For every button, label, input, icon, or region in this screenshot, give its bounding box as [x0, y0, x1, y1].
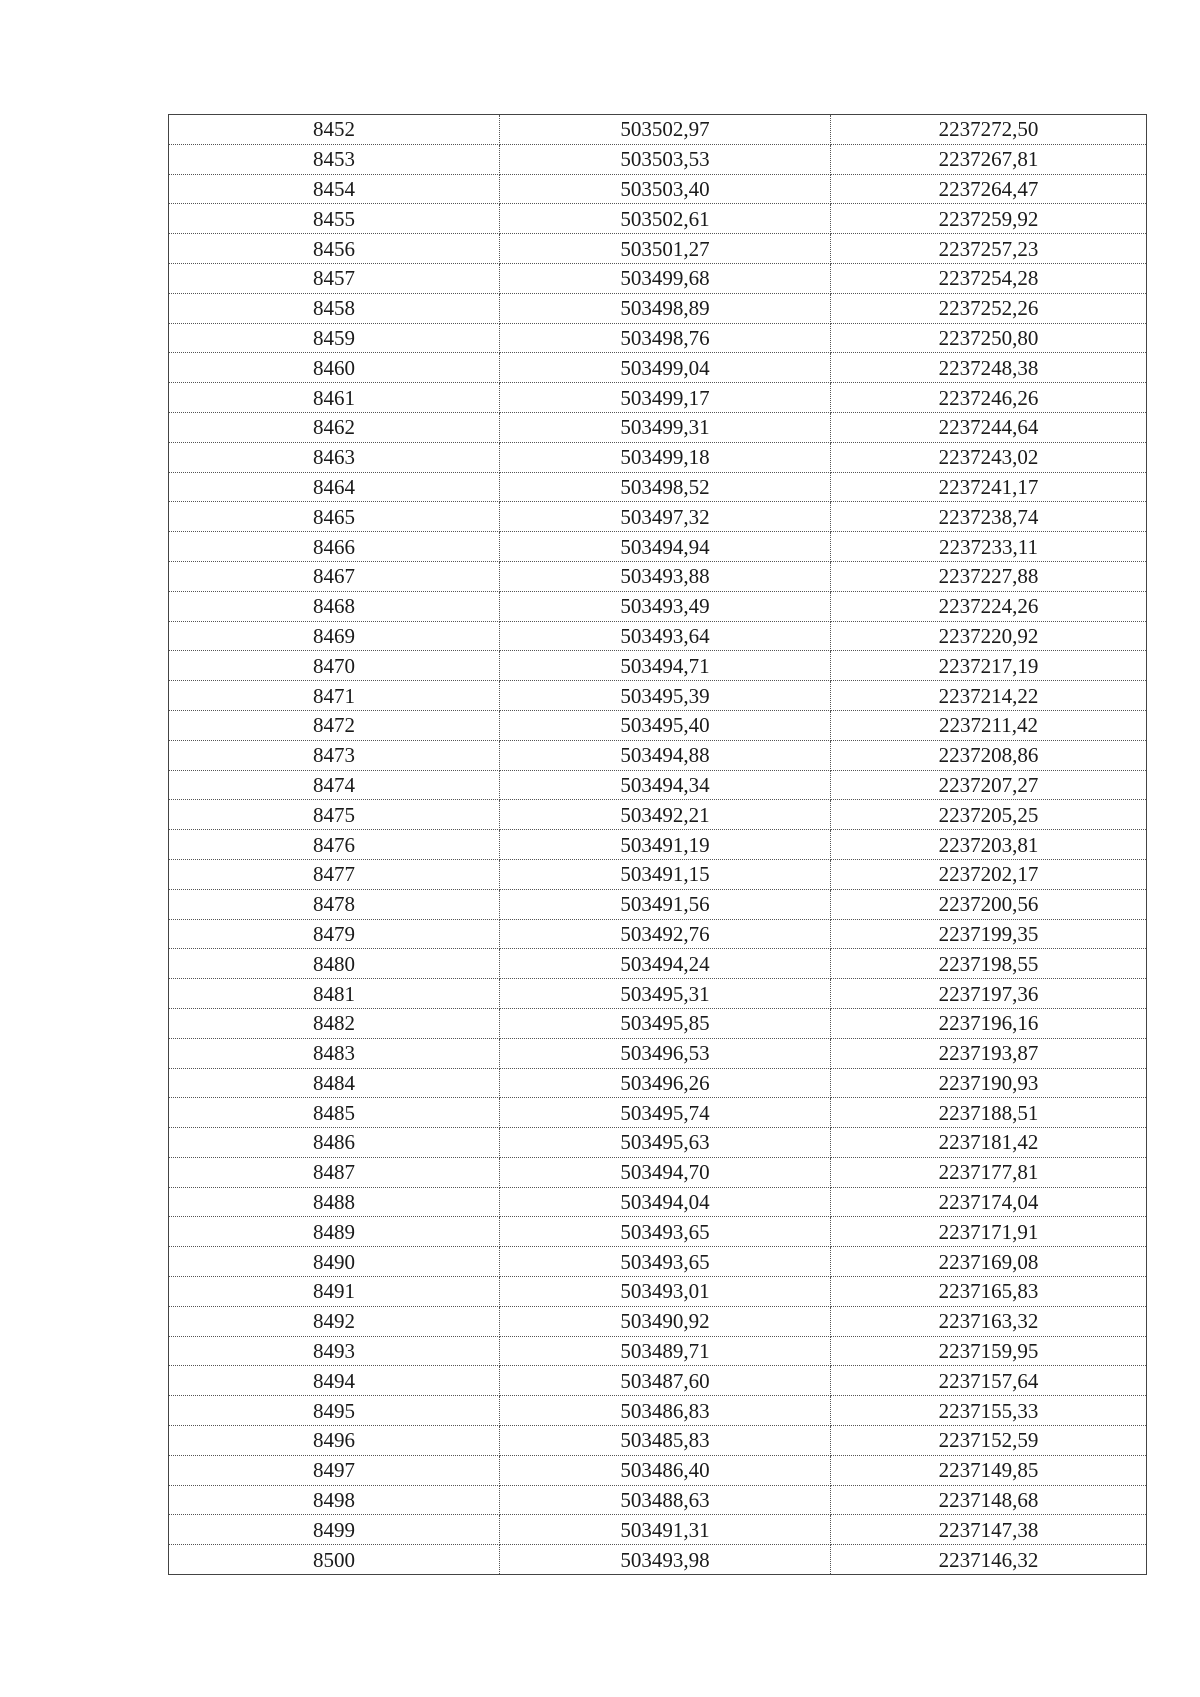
table-row	[169, 859, 1147, 889]
table-row	[169, 174, 1147, 204]
table-row	[169, 830, 1147, 860]
table-row	[169, 144, 1147, 174]
table-row	[169, 949, 1147, 979]
y-coordinate-cell: 2237202,17	[831, 859, 1147, 889]
y-coordinate-cell: 2237259,92	[831, 204, 1147, 234]
table-row	[169, 681, 1147, 711]
point-number-cell: 8470	[169, 651, 500, 681]
table-row	[169, 1187, 1147, 1217]
x-coordinate-cell: 503495,74	[500, 1098, 831, 1128]
x-coordinate-cell: 503502,61	[500, 204, 831, 234]
y-coordinate-cell: 2237181,42	[831, 1128, 1147, 1158]
point-number-cell: 8497	[169, 1455, 500, 1485]
table-row	[169, 919, 1147, 949]
x-coordinate-cell: 503498,52	[500, 472, 831, 502]
x-coordinate-cell: 503495,40	[500, 710, 831, 740]
table-row	[169, 1485, 1147, 1515]
y-coordinate-cell: 2237165,83	[831, 1277, 1147, 1307]
table-row	[169, 472, 1147, 502]
point-number-cell: 8479	[169, 919, 500, 949]
table-row	[169, 1515, 1147, 1545]
table-row	[169, 1217, 1147, 1247]
table-row	[169, 1008, 1147, 1038]
y-coordinate-cell: 2237217,19	[831, 651, 1147, 681]
table-row	[169, 383, 1147, 413]
coordinates-table-body	[169, 115, 1147, 1575]
x-coordinate-cell: 503495,85	[500, 1008, 831, 1038]
x-coordinate-cell: 503499,17	[500, 383, 831, 413]
x-coordinate-cell: 503491,15	[500, 859, 831, 889]
x-coordinate-cell: 503493,49	[500, 591, 831, 621]
point-number-cell: 8481	[169, 979, 500, 1009]
y-coordinate-cell: 2237233,11	[831, 532, 1147, 562]
table-row	[169, 1426, 1147, 1456]
y-coordinate-cell: 2237203,81	[831, 830, 1147, 860]
x-coordinate-cell: 503499,31	[500, 412, 831, 442]
table-row	[169, 621, 1147, 651]
table-row	[169, 204, 1147, 234]
table-row	[169, 979, 1147, 1009]
x-coordinate-cell: 503485,83	[500, 1426, 831, 1456]
x-coordinate-cell: 503494,88	[500, 740, 831, 770]
x-coordinate-cell: 503490,92	[500, 1306, 831, 1336]
point-number-cell: 8499	[169, 1515, 500, 1545]
x-coordinate-cell: 503486,40	[500, 1455, 831, 1485]
table-row	[169, 1068, 1147, 1098]
x-coordinate-cell: 503489,71	[500, 1336, 831, 1366]
table-row	[169, 1098, 1147, 1128]
x-coordinate-cell: 503495,63	[500, 1128, 831, 1158]
y-coordinate-cell: 2237171,91	[831, 1217, 1147, 1247]
point-number-cell: 8460	[169, 353, 500, 383]
y-coordinate-cell: 2237214,22	[831, 681, 1147, 711]
x-coordinate-cell: 503494,34	[500, 770, 831, 800]
point-number-cell: 8489	[169, 1217, 500, 1247]
y-coordinate-cell: 2237241,17	[831, 472, 1147, 502]
y-coordinate-cell: 2237250,80	[831, 323, 1147, 353]
x-coordinate-cell: 503498,76	[500, 323, 831, 353]
table-row	[169, 800, 1147, 830]
table-row	[169, 1396, 1147, 1426]
point-number-cell: 8462	[169, 412, 500, 442]
point-number-cell: 8469	[169, 621, 500, 651]
point-number-cell: 8456	[169, 234, 500, 264]
y-coordinate-cell: 2237267,81	[831, 144, 1147, 174]
point-number-cell: 8485	[169, 1098, 500, 1128]
y-coordinate-cell: 2237254,28	[831, 263, 1147, 293]
x-coordinate-cell: 503497,32	[500, 502, 831, 532]
table-row	[169, 591, 1147, 621]
table-row	[169, 770, 1147, 800]
y-coordinate-cell: 2237197,36	[831, 979, 1147, 1009]
y-coordinate-cell: 2237227,88	[831, 561, 1147, 591]
table-row	[169, 353, 1147, 383]
table-row	[169, 740, 1147, 770]
point-number-cell: 8482	[169, 1008, 500, 1038]
point-number-cell: 8472	[169, 710, 500, 740]
y-coordinate-cell: 2237248,38	[831, 353, 1147, 383]
point-number-cell: 8494	[169, 1366, 500, 1396]
x-coordinate-cell: 503491,56	[500, 889, 831, 919]
y-coordinate-cell: 2237196,16	[831, 1008, 1147, 1038]
y-coordinate-cell: 2237220,92	[831, 621, 1147, 651]
point-number-cell: 8500	[169, 1545, 500, 1575]
y-coordinate-cell: 2237169,08	[831, 1247, 1147, 1277]
point-number-cell: 8463	[169, 442, 500, 472]
point-number-cell: 8466	[169, 532, 500, 562]
point-number-cell: 8477	[169, 859, 500, 889]
point-number-cell: 8478	[169, 889, 500, 919]
x-coordinate-cell: 503493,01	[500, 1277, 831, 1307]
point-number-cell: 8468	[169, 591, 500, 621]
table-row	[169, 561, 1147, 591]
y-coordinate-cell: 2237152,59	[831, 1426, 1147, 1456]
table-row	[169, 1366, 1147, 1396]
x-coordinate-cell: 503493,88	[500, 561, 831, 591]
table-row	[169, 323, 1147, 353]
x-coordinate-cell: 503488,63	[500, 1485, 831, 1515]
x-coordinate-cell: 503494,70	[500, 1157, 831, 1187]
point-number-cell: 8473	[169, 740, 500, 770]
x-coordinate-cell: 503493,64	[500, 621, 831, 651]
point-number-cell: 8455	[169, 204, 500, 234]
x-coordinate-cell: 503501,27	[500, 234, 831, 264]
table-row	[169, 1336, 1147, 1366]
y-coordinate-cell: 2237205,25	[831, 800, 1147, 830]
table-row	[169, 1157, 1147, 1187]
y-coordinate-cell: 2237246,26	[831, 383, 1147, 413]
y-coordinate-cell: 2237244,64	[831, 412, 1147, 442]
x-coordinate-cell: 503499,68	[500, 263, 831, 293]
point-number-cell: 8475	[169, 800, 500, 830]
x-coordinate-cell: 503495,39	[500, 681, 831, 711]
x-coordinate-cell: 503503,40	[500, 174, 831, 204]
table-row	[169, 115, 1147, 145]
y-coordinate-cell: 2237208,86	[831, 740, 1147, 770]
table-row	[169, 1306, 1147, 1336]
x-coordinate-cell: 503502,97	[500, 115, 831, 145]
x-coordinate-cell: 503503,53	[500, 144, 831, 174]
y-coordinate-cell: 2237198,55	[831, 949, 1147, 979]
x-coordinate-cell: 503487,60	[500, 1366, 831, 1396]
x-coordinate-cell: 503486,83	[500, 1396, 831, 1426]
x-coordinate-cell: 503493,98	[500, 1545, 831, 1575]
x-coordinate-cell: 503494,04	[500, 1187, 831, 1217]
x-coordinate-cell: 503496,53	[500, 1038, 831, 1068]
table-row	[169, 1128, 1147, 1158]
point-number-cell: 8454	[169, 174, 500, 204]
x-coordinate-cell: 503498,89	[500, 293, 831, 323]
point-number-cell: 8490	[169, 1247, 500, 1277]
y-coordinate-cell: 2237252,26	[831, 293, 1147, 323]
point-number-cell: 8453	[169, 144, 500, 174]
y-coordinate-cell: 2237264,47	[831, 174, 1147, 204]
point-number-cell: 8491	[169, 1277, 500, 1307]
point-number-cell: 8459	[169, 323, 500, 353]
x-coordinate-cell: 503494,71	[500, 651, 831, 681]
y-coordinate-cell: 2237207,27	[831, 770, 1147, 800]
point-number-cell: 8476	[169, 830, 500, 860]
point-number-cell: 8495	[169, 1396, 500, 1426]
x-coordinate-cell: 503491,19	[500, 830, 831, 860]
point-number-cell: 8467	[169, 561, 500, 591]
y-coordinate-cell: 2237190,93	[831, 1068, 1147, 1098]
table-row	[169, 412, 1147, 442]
x-coordinate-cell: 503494,94	[500, 532, 831, 562]
y-coordinate-cell: 2237148,68	[831, 1485, 1147, 1515]
x-coordinate-cell: 503491,31	[500, 1515, 831, 1545]
x-coordinate-cell: 503492,21	[500, 800, 831, 830]
point-number-cell: 8483	[169, 1038, 500, 1068]
point-number-cell: 8457	[169, 263, 500, 293]
point-number-cell: 8480	[169, 949, 500, 979]
x-coordinate-cell: 503499,04	[500, 353, 831, 383]
table-row	[169, 1545, 1147, 1575]
table-row	[169, 263, 1147, 293]
y-coordinate-cell: 2237159,95	[831, 1336, 1147, 1366]
y-coordinate-cell: 2237155,33	[831, 1396, 1147, 1426]
point-number-cell: 8487	[169, 1157, 500, 1187]
x-coordinate-cell: 503493,65	[500, 1217, 831, 1247]
point-number-cell: 8464	[169, 472, 500, 502]
point-number-cell: 8488	[169, 1187, 500, 1217]
y-coordinate-cell: 2237146,32	[831, 1545, 1147, 1575]
table-row	[169, 234, 1147, 264]
y-coordinate-cell: 2237257,23	[831, 234, 1147, 264]
x-coordinate-cell: 503494,24	[500, 949, 831, 979]
point-number-cell: 8493	[169, 1336, 500, 1366]
x-coordinate-cell: 503496,26	[500, 1068, 831, 1098]
point-number-cell: 8458	[169, 293, 500, 323]
y-coordinate-cell: 2237272,50	[831, 115, 1147, 145]
x-coordinate-cell: 503495,31	[500, 979, 831, 1009]
x-coordinate-cell: 503492,76	[500, 919, 831, 949]
y-coordinate-cell: 2237147,38	[831, 1515, 1147, 1545]
point-number-cell: 8461	[169, 383, 500, 413]
coordinates-table	[168, 114, 1147, 1575]
point-number-cell: 8498	[169, 1485, 500, 1515]
table-row	[169, 502, 1147, 532]
y-coordinate-cell: 2237188,51	[831, 1098, 1147, 1128]
x-coordinate-cell: 503499,18	[500, 442, 831, 472]
y-coordinate-cell: 2237157,64	[831, 1366, 1147, 1396]
table-row	[169, 710, 1147, 740]
y-coordinate-cell: 2237177,81	[831, 1157, 1147, 1187]
table-row	[169, 442, 1147, 472]
y-coordinate-cell: 2237238,74	[831, 502, 1147, 532]
table-row	[169, 1038, 1147, 1068]
point-number-cell: 8452	[169, 115, 500, 145]
table-row	[169, 1277, 1147, 1307]
table-row	[169, 293, 1147, 323]
table-row	[169, 1247, 1147, 1277]
point-number-cell: 8486	[169, 1128, 500, 1158]
table-row	[169, 651, 1147, 681]
y-coordinate-cell: 2237243,02	[831, 442, 1147, 472]
table-row	[169, 889, 1147, 919]
point-number-cell: 8474	[169, 770, 500, 800]
y-coordinate-cell: 2237224,26	[831, 591, 1147, 621]
point-number-cell: 8492	[169, 1306, 500, 1336]
point-number-cell: 8496	[169, 1426, 500, 1456]
y-coordinate-cell: 2237174,04	[831, 1187, 1147, 1217]
y-coordinate-cell: 2237211,42	[831, 710, 1147, 740]
point-number-cell: 8465	[169, 502, 500, 532]
y-coordinate-cell: 2237149,85	[831, 1455, 1147, 1485]
y-coordinate-cell: 2237200,56	[831, 889, 1147, 919]
point-number-cell: 8471	[169, 681, 500, 711]
table-row	[169, 1455, 1147, 1485]
y-coordinate-cell: 2237199,35	[831, 919, 1147, 949]
x-coordinate-cell: 503493,65	[500, 1247, 831, 1277]
y-coordinate-cell: 2237193,87	[831, 1038, 1147, 1068]
point-number-cell: 8484	[169, 1068, 500, 1098]
y-coordinate-cell: 2237163,32	[831, 1306, 1147, 1336]
table-row	[169, 532, 1147, 562]
